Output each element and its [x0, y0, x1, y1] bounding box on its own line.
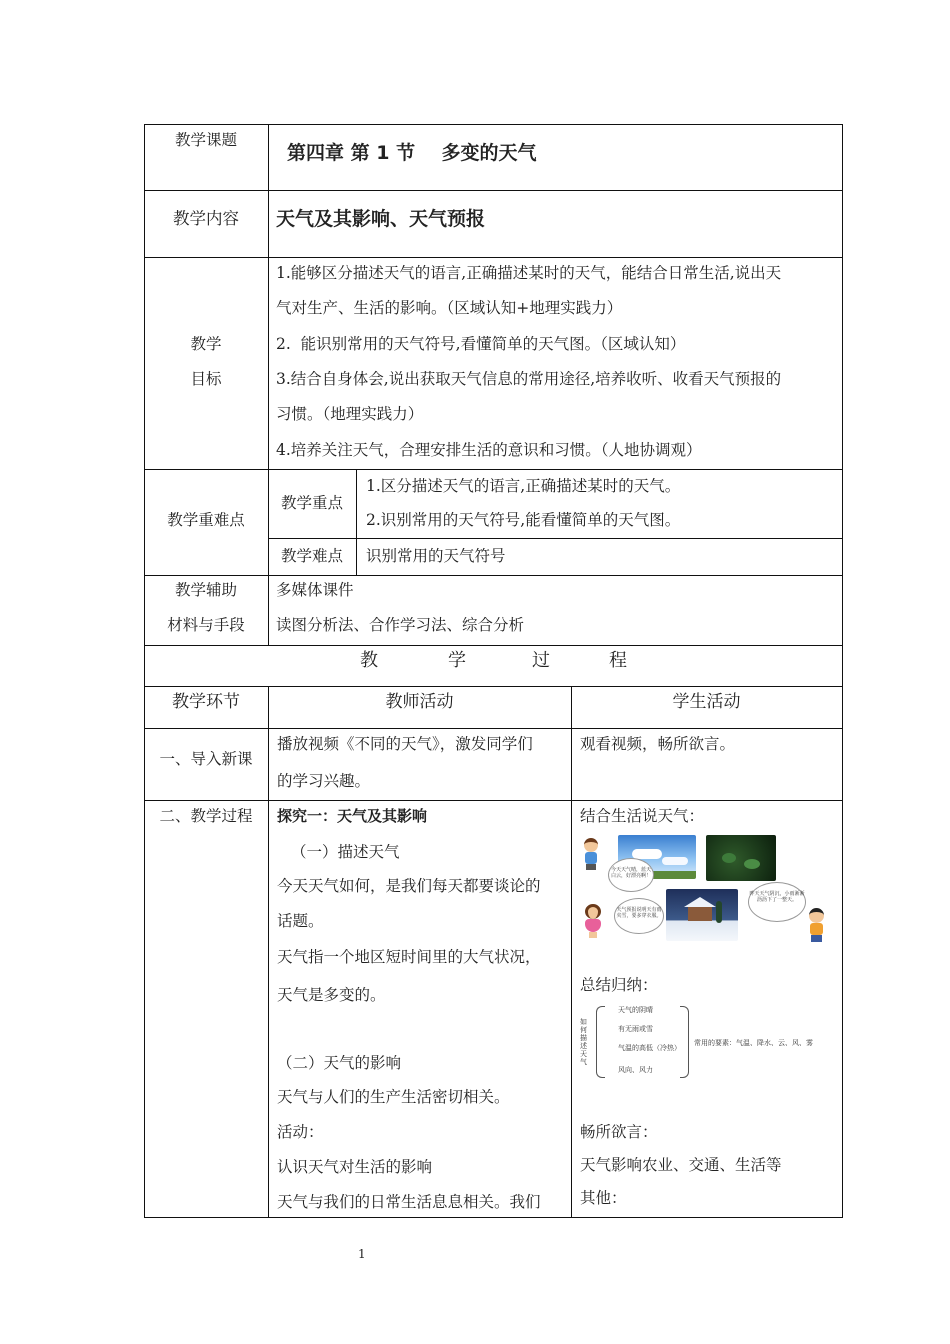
- aids-label-1: 教学辅助: [174, 581, 237, 599]
- student-intro: 结合生活说天气：: [580, 807, 705, 825]
- goal-line: 1.能够区分描述天气的语言,正确描述某时的天气，能结合日常生活,说出天: [276, 264, 782, 282]
- diagram-root: 如何描述天气: [580, 1018, 587, 1066]
- header-student: 学生活动: [672, 692, 741, 712]
- row-divider: [144, 645, 843, 646]
- diagram-item: 气温的高低（冷热）: [618, 1044, 681, 1052]
- summary-label: 总结归纳：: [580, 976, 658, 994]
- goal-line: 气对生产、生活的影响。（区域认知+地理实践力）: [276, 299, 623, 317]
- speech-bubble: 昨天天气阴沉，小雨淅淅沥沥下了一整天。: [748, 882, 806, 922]
- difficulty-label: 教学难点: [280, 547, 343, 565]
- stage1-name: 一、导入新课: [159, 750, 253, 768]
- process-title-char: 过: [532, 650, 550, 671]
- teacher-line: （一）描述天气: [291, 843, 400, 861]
- row-divider: [144, 257, 843, 258]
- teacher-line: 今天天气如何，是我们每天都要谈论的: [277, 877, 541, 895]
- teacher-line: 话题。: [277, 912, 324, 930]
- table-border-right: [842, 124, 843, 1218]
- column-divider: [268, 686, 269, 1218]
- aids-label-2: 材料与手段: [167, 616, 245, 634]
- column-divider: [268, 124, 269, 646]
- teacher-line: 天气是多变的。: [277, 986, 386, 1004]
- column-divider: [356, 469, 357, 576]
- boy-cartoon-icon: [580, 838, 602, 870]
- teacher-line: 天气与我们的日常生活息息相关。我们: [277, 1193, 541, 1211]
- content-value: 天气及其影响、天气预报: [276, 208, 486, 230]
- process-title-char: 程: [609, 650, 627, 671]
- teacher-line: 天气指一个地区短时间里的大气状况，: [277, 948, 541, 966]
- focus-line: 1.区分描述天气的语言,正确描述某时的天气。: [366, 477, 681, 495]
- speech-bubble: 天气预报说明天有雨夹雪，要多穿衣服。: [614, 898, 664, 934]
- teacher-line: 认识天气对生活的影响: [277, 1158, 433, 1176]
- diagram-brace-icon: [596, 1006, 605, 1078]
- stage1-student: 观看视频，畅所欲言。: [580, 735, 736, 753]
- goal-line: 4.培养关注天气，合理安排生活的意识和习惯。（人地协调观）: [276, 441, 702, 459]
- topic-value: 第四章 第 1 节 多变的天气: [287, 142, 537, 164]
- diagram-brace-icon: [680, 1006, 689, 1078]
- discuss-line: 天气影响农业、交通、生活等: [580, 1156, 782, 1174]
- row-divider: [144, 800, 843, 801]
- row-divider: [144, 190, 843, 191]
- key-points-label: 教学重难点: [167, 511, 245, 529]
- header-teacher: 教师活动: [385, 692, 454, 712]
- process-title-char: 学: [448, 650, 466, 671]
- goal-line: 2. 能识别常用的天气符号,看懂简单的天气图。（区域认知）: [276, 335, 686, 353]
- teacher-heading: 探究一：天气及其影响: [277, 807, 428, 825]
- row-divider: [144, 575, 843, 576]
- boy-cartoon-icon: [806, 908, 828, 942]
- row-divider: [144, 469, 843, 470]
- content-label: 教学内容: [173, 209, 239, 228]
- stage2-name: 二、教学过程: [159, 807, 253, 825]
- topic-label: 教学课题: [174, 131, 237, 149]
- teacher-line: 天气与人们的生产生活密切相关。: [277, 1088, 510, 1106]
- diagram-item: 风向、风力: [618, 1066, 653, 1074]
- row-divider: [144, 686, 843, 687]
- aids-line: 多媒体课件: [276, 581, 354, 599]
- others-label: 其他：: [580, 1189, 627, 1207]
- diagram-item: 天气的阴晴: [618, 1006, 653, 1014]
- difficulty-value: 识别常用的天气符号: [366, 547, 506, 565]
- diagram-elements: 常用的要素：气温、降水、云、风、雾: [694, 1039, 813, 1047]
- process-title-char: 教: [360, 650, 378, 671]
- table-border-bottom: [144, 1217, 843, 1218]
- row-divider: [144, 728, 843, 729]
- focus-line: 2.识别常用的天气符号,能看懂简单的天气图。: [366, 511, 681, 529]
- goals-label-1: 教学: [190, 335, 222, 353]
- page-number: 1: [358, 1247, 366, 1261]
- column-divider: [571, 686, 572, 1218]
- girl-cartoon-icon: [582, 904, 604, 938]
- goal-line: 3.结合自身体会,说出获取天气信息的常用途径,培养收听、收看天气预报的: [276, 370, 782, 388]
- discuss-label: 畅所欲言：: [580, 1123, 658, 1141]
- table-border-left: [144, 124, 145, 1218]
- row-divider: [268, 538, 843, 539]
- table-border-top: [144, 124, 843, 125]
- header-stage: 教学环节: [172, 692, 240, 712]
- teacher-line: （二）天气的影响: [277, 1054, 402, 1072]
- rainy-weather-photo: [706, 835, 776, 881]
- stage1-teacher-line: 的学习兴趣。: [277, 772, 371, 790]
- diagram-item: 有无雨或雪: [618, 1025, 653, 1033]
- teacher-line: 活动：: [277, 1123, 324, 1141]
- goal-line: 习惯。（地理实践力）: [276, 405, 424, 423]
- goals-label-2: 目标: [190, 370, 222, 388]
- snowy-weather-photo: [666, 889, 738, 941]
- focus-label: 教学重点: [280, 494, 343, 512]
- stage1-teacher-line: 播放视频《不同的天气》，激发同学们: [277, 735, 533, 753]
- speech-bubble: 今天天气晴，蓝天白云，好漂亮啊！: [608, 858, 654, 892]
- aids-line: 读图分析法、合作学习法、综合分析: [276, 616, 525, 634]
